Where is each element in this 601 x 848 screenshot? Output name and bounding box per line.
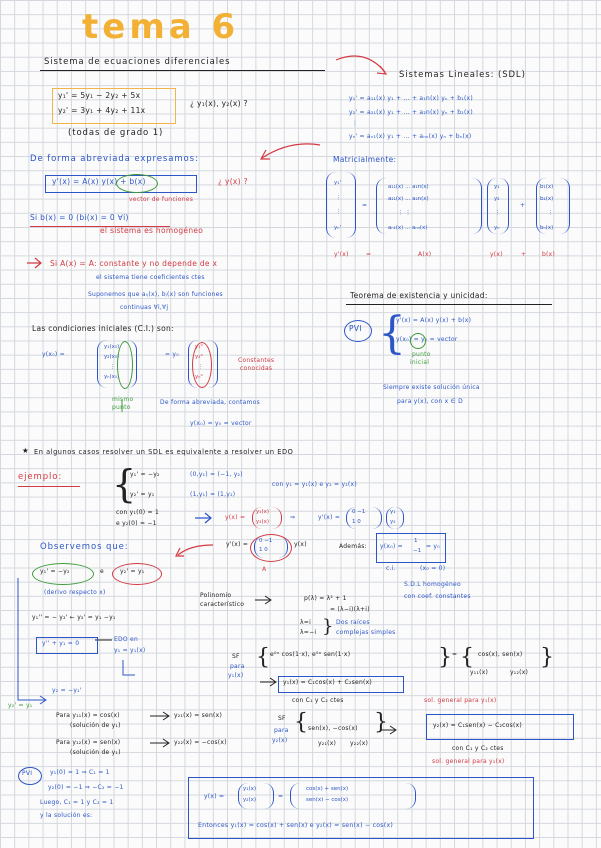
ej-ci-2: (1,y₁) = (1,y₂): [190, 491, 236, 498]
para2-2: (solución de y₁): [70, 749, 121, 756]
ej-brace: {: [112, 462, 137, 506]
final-v1-1: y₂(x): [243, 797, 257, 803]
ej-vec-1: y₂(x): [256, 519, 270, 525]
order-note: (todas de grado 1): [68, 128, 164, 138]
mat-b-2: ⋮: [548, 210, 554, 216]
ej-eq-1: y₁' = −y₂: [130, 471, 160, 478]
ci-val-1: y₂⁰: [195, 354, 203, 360]
sf1-lbl-2: para: [230, 663, 245, 670]
sf2-brace-l: {: [294, 710, 308, 735]
pvi-point-2: inicial: [410, 359, 430, 366]
poli-eq-2: = (λ−i)(λ+i): [330, 606, 370, 613]
ya-label: A: [262, 566, 267, 573]
sf2-sub-2: y₂₂(x): [350, 740, 369, 747]
mat-a-3: aₙ₁(x) ... aₙₙ(x): [388, 225, 428, 231]
assume-2: continuas ∀i,∀j: [120, 304, 169, 311]
ci-title: Las condiciones iniciales (C.I.) son:: [32, 324, 174, 333]
ejemplo-underline: [18, 486, 80, 487]
final-eq: =: [278, 793, 284, 800]
final-v1-0: y₁(x): [243, 786, 257, 792]
sf1-eq: cos(x), sen(x): [478, 651, 523, 658]
ej-ci-1: (0,y₁) = (−1, y₂): [190, 471, 243, 478]
pvi2-line-4: y la solución es:: [40, 812, 93, 819]
ej-mat: y'(x) =: [318, 514, 341, 521]
pvi-eq-2: y(x₀) = y₀ = vector: [396, 336, 458, 343]
teorema-underline: [346, 304, 552, 305]
final-v2-0: cos(x) + sen(x): [306, 786, 349, 792]
para2-res: y₂₂(x) = −cos(x): [174, 739, 227, 746]
example-question: ¿ y₁(x), y₂(x) ?: [190, 99, 248, 108]
root-1: λ=i: [300, 619, 311, 626]
para1-res: y₂₁(x) = sen(x): [174, 712, 223, 719]
const-note: Si A(x) = A: constante y no depende de x: [50, 259, 218, 268]
ci-eq: = y₀: [165, 351, 179, 358]
final-end: Entonces y₁(x) = cos(x) + sen(x) e y₂(x) = sen(x) − cos(x): [198, 822, 394, 829]
y2-line: y₂ = −y₁': [52, 687, 82, 694]
mat-b-0: b₁(x): [540, 184, 554, 190]
ej-mat-1: 1 0: [352, 519, 361, 525]
sf2-lbl-1: SF: [278, 715, 286, 722]
final-v2-1: sen(x) − cos(x): [306, 797, 349, 803]
sdl-eq-dots: ⋮: [352, 120, 359, 127]
example-eq-2: y₂' = 3y₁ + 4y₂ + 11x: [58, 106, 146, 115]
sf1-brace-l2: {: [460, 645, 474, 670]
ademas: Además:: [339, 543, 367, 550]
roots-brace: }: [322, 616, 334, 637]
sol-y1-lbl: sol. general para y₁(x): [424, 697, 497, 704]
sdl-eq-n: yₙ' = aₙ₁(x) y₁ + ... + aₙₙ(x) yₙ + bₙ(x): [349, 133, 472, 140]
para1-2: (solución de y₁): [70, 722, 121, 729]
pvi2-line-2: y₂(0) = −1 ⇒ −C₂ = −1: [48, 784, 124, 791]
ej-rhs-eq: ⇒: [290, 514, 296, 521]
ademas-v-0: 1: [414, 538, 418, 544]
ci-vec-3: yₙ(x₀): [104, 374, 120, 380]
label-A: A(x): [418, 251, 432, 258]
ej-vec-0: y₁(x): [256, 509, 270, 515]
edo-lbl-2: y₁ = y₁(x): [114, 647, 146, 654]
para2-1: Para y₁₂(x) = sen(x): [56, 739, 121, 746]
poli-lbl-1: Polinomio: [200, 592, 232, 599]
pvi-brace: {: [378, 308, 406, 359]
ej-mat-y-0: y₁: [390, 509, 396, 515]
ci-point-2: punto: [112, 404, 131, 411]
teorema-title: Teorema de existencia y unicidad:: [350, 291, 488, 300]
label-b: b(x): [542, 251, 556, 258]
ej-mat-0: 0 −1: [352, 509, 366, 515]
root-2: λ=−i: [300, 629, 317, 636]
pvi-conc-1: Siempre existe solución única: [383, 384, 480, 391]
mat-b-1: b₂(x): [540, 196, 554, 202]
vector-note: vector de funciones: [129, 196, 194, 203]
sdl-eq-2: y₂' = a₂₁(x) y₁ + ... + a₂n(x) yₙ + b₂(x): [349, 109, 473, 116]
deriv-line: y₁'' = − y₂' ← y₂' = y₁ −y₁: [32, 614, 116, 621]
ci-const-2: conocidas: [240, 365, 273, 372]
ci-final: y(x₀) = y₀ = vector: [190, 420, 252, 427]
sf2-sub-1: y₂₁(x): [318, 740, 337, 747]
ademas-y0: = y₀: [426, 543, 440, 550]
const-result: el sistema tiene coeficientes ctes: [96, 274, 205, 281]
sol-y2: y₂(x) = C₁sen(x) − C₂cos(x): [433, 722, 522, 729]
sol-y2-ctes: con C₁ y C₂ ctes: [452, 745, 504, 752]
ci-vec-2: ⋮: [110, 364, 116, 370]
abbrev-q: ¿ y(x) ?: [218, 177, 248, 186]
ycircle: [116, 174, 158, 193]
pvi2-line-1: y₁(0) = 1 ⇒ C₁ = 1: [50, 769, 110, 776]
ci-val-2: ⋮: [198, 364, 204, 370]
mat-a-1: a₂₁(x) ... a₂n(x): [388, 196, 429, 202]
x0-highlight: [117, 341, 133, 389]
pvi-label: PVI: [349, 324, 362, 333]
sol-y2-lbl: sol. general para y₂(x): [432, 758, 505, 765]
poli-eq-1: p(λ) = λ² + 1: [304, 595, 347, 602]
mat-left-0: y₁': [334, 180, 341, 186]
label-eq: =: [366, 251, 372, 258]
page-title: tema 6: [82, 7, 240, 47]
observemos: Observemos que:: [40, 542, 129, 552]
mat-y-1: y₂: [494, 196, 500, 202]
mat-eq: =: [362, 202, 368, 209]
assume-1: Suponemos que aᵢⱼ(x), bⱼ(x) son funciones: [88, 291, 223, 298]
y2-side: y₂' = y₁: [8, 702, 33, 709]
sf2-brace-r: }: [374, 710, 388, 735]
mat-left-3: yₙ': [334, 225, 341, 231]
pvi2-label: PVI: [22, 770, 33, 777]
ci-const-1: Constantes: [238, 357, 275, 364]
ci-lhs: y(x₀) =: [42, 351, 65, 358]
sol-y1: y₁(x) = C₁cos(x) + C₂sen(x): [283, 679, 372, 686]
sf2-lbl-3: y₂(x): [272, 737, 288, 744]
ademas-v-1: −1: [413, 548, 422, 554]
matrix-yprime: [326, 172, 356, 238]
star-icon: ★: [22, 446, 30, 455]
abbrev-title: De forma abreviada expresamos:: [30, 154, 199, 164]
roots-lbl-2: complejas simples: [336, 629, 396, 636]
pvi2-line-3: Luego, C₁ = 1 y C₂ = 1: [40, 799, 114, 806]
ejemplo-label: ejemplo:: [18, 472, 63, 482]
pvi-eq-1: y'(x) = A(x) y(x) + b(x): [396, 317, 472, 324]
para1-1: Para y₁₁(x) = cos(x): [56, 712, 120, 719]
ci-val-3: yₙ⁰: [195, 374, 203, 380]
ej-init-2: e y₂(0) = −1: [116, 520, 157, 527]
mat-a-2: ⋮ ⋮: [398, 210, 411, 216]
ya-c-1: 1 0: [259, 547, 268, 553]
mat-left-2: ⋮: [336, 209, 342, 215]
obs-eq-2: y₂' = y₁: [120, 568, 145, 575]
ci-vec-1: y₂(x₀): [104, 354, 120, 360]
ademas-x0: (x₀ = 0): [420, 565, 446, 572]
poli-lbl-2: característico: [200, 601, 245, 608]
sf1-sub-1: y₁₁(x): [470, 669, 489, 676]
mat-b-3: bₙ(x): [540, 225, 554, 231]
matricial-title: Matricialmente:: [333, 155, 397, 164]
sf1-brace-l: {: [256, 645, 270, 670]
ya-c-0: 0 −1: [259, 538, 273, 544]
mat-left-1: ⋮: [336, 195, 342, 201]
label-y: y(x): [490, 251, 503, 258]
sf1-brace-r2: }: [540, 645, 554, 670]
sf2: sen(x), −cos(x): [308, 725, 358, 732]
sf2-lbl-2: para: [274, 727, 289, 734]
ci-val-0: y₁⁰: [195, 344, 203, 350]
pvi-point-circle: [410, 333, 426, 349]
ej-init-1: con y₁(0) = 1: [116, 509, 160, 516]
ya-lhs: y'(x) =: [226, 541, 249, 548]
mat-y-3: yₙ: [494, 225, 500, 231]
sdl-hom-1: S.D.L homogéneo: [404, 581, 461, 588]
ci-vec-0: y₁(x₀): [104, 344, 120, 350]
ademas-vec: y(x₀) =: [380, 543, 403, 550]
sf1-sub-2: y₁₂(x): [510, 669, 529, 676]
sdl-eq-1: y₁' = a₁₁(x) y₁ + ... + a₁n(x) yₙ + b₁(x): [349, 95, 473, 102]
homog-result: el sistema es homogéneo: [100, 226, 204, 235]
obs-eq-1: y₁' = −y₂: [40, 568, 70, 575]
edo-lbl-1: EDO en: [114, 636, 139, 643]
ademas-ci: c.i.: [386, 565, 396, 572]
sdl-hom-2: con coef. constantes: [404, 593, 471, 600]
final-lhs: y(x) =: [204, 793, 225, 800]
ci-point-1: mismo: [112, 396, 134, 403]
ej-eq-2: y₂' = y₁: [130, 491, 155, 498]
sf1-lbl-1: SF: [232, 653, 240, 660]
label-plus: +: [521, 251, 527, 258]
example-eq-1: y₁' = 5y₁ − 2y₂ + 5x: [58, 91, 141, 100]
mat-a-0: a₁₁(x) ... a₁n(x): [388, 184, 429, 190]
abbrev-eq: y'(x) = A(x) y(x) + b(x): [52, 177, 146, 186]
star-note: En algunos casos resolver un SDL es equivalente a resolver un EDO: [34, 448, 294, 456]
sf1-lbl-3: y₁(x): [228, 672, 244, 679]
ya-tail: y(x): [294, 541, 307, 548]
sdl-title: Sistemas Lineales: (SDL): [399, 70, 526, 80]
section-heading: Sistema de ecuaciones diferenciales: [44, 57, 231, 67]
derive-note: (derivo respecto x): [44, 589, 106, 596]
sf1-brace-r: }: [438, 645, 452, 670]
homog-cond: Si b(x) = 0 (bi(x) = 0 ∀i): [30, 213, 129, 222]
ej-vec: y(x) =: [225, 514, 246, 521]
label-yprime: y'(x): [334, 251, 349, 258]
sol-y1-ctes: con C₁ y C₂ ctes: [292, 697, 344, 704]
sf1: e⁰ˣ cos(1·x), e⁰ˣ sen(1·x): [270, 651, 351, 658]
mat-plus: +: [520, 202, 526, 209]
ej-con: con y₁ = y₁(x) e y₂ = y₂(x): [272, 481, 357, 488]
obs-e: e: [100, 568, 104, 575]
pvi-point-1: punto: [412, 351, 431, 358]
mat-y-2: ⋮: [495, 210, 501, 216]
const-highlight: [192, 342, 212, 388]
roots-lbl-1: Dos raíces: [336, 619, 370, 626]
pvi-conc-2: para y(x), con x ∈ D: [397, 398, 464, 405]
sf1-eq-sign: =: [452, 651, 458, 658]
ej-mat-y-1: y₂: [390, 519, 396, 525]
edo-eq: y'' + y₁ = 0: [42, 640, 80, 647]
ci-abbrev: De forma abreviada, contamos: [160, 399, 260, 406]
ya-circle: [250, 534, 292, 562]
mat-y-0: y₁: [494, 184, 500, 190]
